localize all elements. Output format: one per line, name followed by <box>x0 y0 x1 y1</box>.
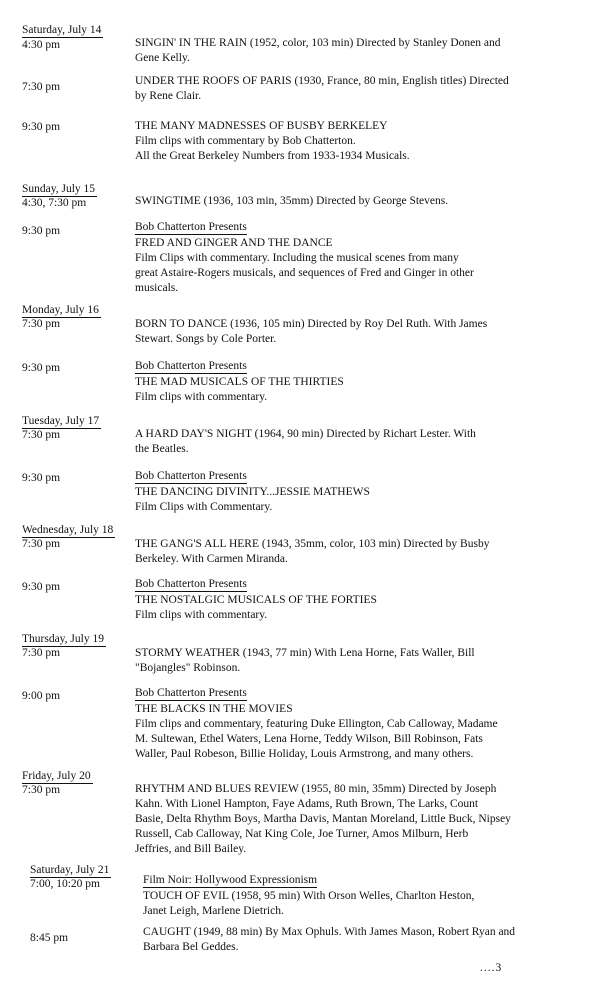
entry-line: Film clips and commentary, featuring Duke Ellington, Cab Calloway, Madame <box>135 718 498 730</box>
entry-line: Basie, Delta Rhythm Boys, Martha Davis, Mantan Moreland, Little Buck, Nipsey <box>135 813 511 825</box>
entry-line: Film clips with commentary. <box>135 609 268 621</box>
show-entry <box>135 194 580 209</box>
show-time: 9:00 pm <box>22 690 61 702</box>
entry-line: THE MANY MADNESSES OF BUSBY BERKELEY <box>135 120 388 132</box>
show-entry <box>135 220 580 296</box>
presenter-heading: Bob Chatterton Presents <box>135 687 247 699</box>
show-time: 9:30 pm <box>22 121 61 133</box>
date-heading: Tuesday, July 17 <box>22 415 100 427</box>
entry-line: Berkeley. With Carmen Miranda. <box>135 553 288 565</box>
show-entry <box>135 686 580 762</box>
show-time: 7:30 pm <box>22 318 61 330</box>
entry-line: THE DANCING DIVINITY...JESSIE MATHEWS <box>135 486 370 498</box>
entry-line: M. Sultewan, Ethel Waters, Lena Horne, Teddy Wilson, Bill Robinson, Fats <box>135 733 483 745</box>
entry-line: "Bojangles" Robinson. <box>135 662 241 674</box>
date-heading: Sunday, July 15 <box>22 183 96 195</box>
show-entry <box>135 119 580 164</box>
date-heading: Saturday, July 14 <box>22 24 102 36</box>
entry-line: UNDER THE ROOFS OF PARIS (1930, France, 80 min, English titles) Directed <box>135 75 509 87</box>
entry-line: STORMY WEATHER (1943, 77 min) With Lena Horne, Fats Waller, Bill <box>135 647 475 659</box>
entry-line: Stewart. Songs by Cole Porter. <box>135 333 277 345</box>
entry-line: TOUCH OF EVIL (1958, 95 min) With Orson Welles, Charlton Heston, <box>143 890 475 902</box>
entry-line: SINGIN' IN THE RAIN (1952, color, 103 min) Directed by Stanley Donen and <box>135 37 501 49</box>
presenter-heading: Film Noir: Hollywood Expressionism <box>143 874 318 886</box>
entry-line: SWINGTIME (1936, 103 min, 35mm) Directed by George Stevens. <box>135 195 449 207</box>
entry-line: RHYTHM AND BLUES REVIEW (1955, 80 min, 35mm) Directed by Joseph <box>135 783 497 795</box>
entry-line: Film clips with commentary by Bob Chatterton. <box>135 135 356 147</box>
entry-line: Barbara Bel Geddes. <box>143 941 239 953</box>
show-time: 7:30 pm <box>22 647 61 659</box>
show-time: 9:30 pm <box>22 472 61 484</box>
entry-line: Jeffries, and Bill Bailey. <box>135 843 247 855</box>
entry-line: Film clips with commentary. <box>135 391 268 403</box>
page-number: ....3 <box>480 962 503 974</box>
entry-line: the Beatles. <box>135 443 189 455</box>
entry-line: FRED AND GINGER AND THE DANCE <box>135 237 333 249</box>
entry-line: THE BLACKS IN THE MOVIES <box>135 703 293 715</box>
show-time: 7:30 pm <box>22 81 61 93</box>
entry-line: Film Clips with Commentary. <box>135 501 273 513</box>
show-entry <box>143 925 588 955</box>
show-entry <box>135 427 580 457</box>
entry-line: All the Great Berkeley Numbers from 1933-1934 Musicals. <box>135 150 410 162</box>
entry-line: Film Clips with commentary. Including the musical scenes from many <box>135 252 459 264</box>
entry-line: Janet Leigh, Marlene Dietrich. <box>143 905 284 917</box>
show-time: 9:30 pm <box>22 581 61 593</box>
entry-line: THE MAD MUSICALS OF THE THIRTIES <box>135 376 344 388</box>
show-time: 7:30 pm <box>22 429 61 441</box>
entry-line: THE NOSTALGIC MUSICALS OF THE FORTIES <box>135 594 377 606</box>
show-time: 7:30 pm <box>22 784 61 796</box>
entry-line: Russell, Cab Calloway, Nat King Cole, Joe Turner, Amos Milburn, Herb <box>135 828 469 840</box>
show-entry <box>135 317 580 347</box>
show-time: 9:30 pm <box>22 362 61 374</box>
show-time: 9:30 pm <box>22 225 61 237</box>
entry-line: BORN TO DANCE (1936, 105 min) Directed by Roy Del Ruth. With James <box>135 318 488 330</box>
show-entry <box>135 36 580 66</box>
show-entry <box>143 873 588 919</box>
show-entry <box>135 577 580 623</box>
entry-line: Gene Kelly. <box>135 52 190 64</box>
date-heading: Monday, July 16 <box>22 304 99 316</box>
show-entry <box>135 646 580 676</box>
show-entry <box>135 537 580 567</box>
show-entry <box>135 74 580 104</box>
entry-line: great Astaire-Rogers musicals, and sequences of Fred and Ginger in other <box>135 267 474 279</box>
presenter-heading: Bob Chatterton Presents <box>135 470 247 482</box>
presenter-heading: Bob Chatterton Presents <box>135 360 247 372</box>
entry-line: musicals. <box>135 282 179 294</box>
date-heading: Friday, July 20 <box>22 770 91 782</box>
show-time: 7:30 pm <box>22 538 61 550</box>
entry-line: Kahn. With Lionel Hampton, Faye Adams, Ruth Brown, The Larks, Count <box>135 798 479 810</box>
show-time: 8:45 pm <box>30 932 69 944</box>
entry-line: THE GANG'S ALL HERE (1943, 35mm, color, 103 min) Directed by Busby <box>135 538 490 550</box>
show-time: 7:00, 10:20 pm <box>30 878 100 890</box>
presenter-heading: Bob Chatterton Presents <box>135 221 247 233</box>
show-entry <box>135 469 580 515</box>
entry-line: CAUGHT (1949, 88 min) By Max Ophuls. With James Mason, Robert Ryan and <box>143 926 516 938</box>
show-entry <box>135 359 580 405</box>
show-entry <box>135 782 580 857</box>
show-time: 4:30 pm <box>22 39 61 51</box>
entry-line: Waller, Paul Robeson, Billie Holiday, Louis Armstrong, and many others. <box>135 748 474 760</box>
presenter-heading: Bob Chatterton Presents <box>135 578 247 590</box>
date-heading: Thursday, July 19 <box>22 633 104 645</box>
entry-line: by Rene Clair. <box>135 90 202 102</box>
show-time: 4:30, 7:30 pm <box>22 197 87 209</box>
date-heading: Wednesday, July 18 <box>22 524 114 536</box>
date-heading: Saturday, July 21 <box>30 864 110 876</box>
entry-line: A HARD DAY'S NIGHT (1964, 90 min) Directed by Richart Lester. With <box>135 428 476 440</box>
